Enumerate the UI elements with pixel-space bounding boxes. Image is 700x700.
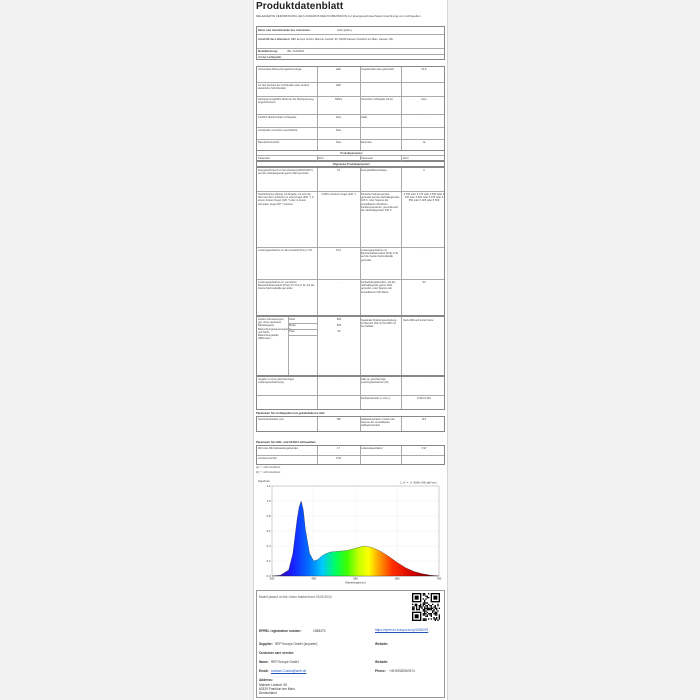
led-param: Lebensdauerfaktor bbox=[361, 447, 383, 450]
equivalent-power-table bbox=[256, 376, 445, 410]
type-param: Verwendete Beleuchtungstechnologie: bbox=[258, 68, 303, 71]
x-tick-label: 380 bbox=[269, 576, 275, 581]
directional-value: 115 bbox=[421, 418, 427, 421]
general-value: 24 bbox=[337, 169, 340, 172]
equiv-value: - bbox=[338, 378, 339, 381]
general-value: 4 950 in breitem Kegel (120 °) bbox=[321, 193, 356, 196]
x-tick-label: 480 bbox=[311, 576, 317, 581]
directional-param: Spitzenlichtstärke (cd) bbox=[258, 418, 284, 421]
y-tick-label: 0.4 bbox=[266, 544, 271, 548]
type-value: Nein bbox=[421, 98, 427, 101]
model-row: Modellkennung: JBL-TL203002 bbox=[257, 49, 444, 55]
type-param: Farblich abstimmbare Lichtquelle: bbox=[258, 116, 297, 119]
y-tick-label: 1.0 bbox=[266, 499, 271, 503]
general-params-header: Allgemeine Produktparameter: bbox=[256, 161, 445, 167]
type-row bbox=[257, 67, 444, 83]
type-row bbox=[257, 115, 444, 128]
y-axis-label: Spectrum bbox=[258, 479, 270, 483]
general-param: Leistungsaufnahme im Bereitschaftszustand (Psb) in W, auf die zweite Dezimalstelle gerundet bbox=[361, 249, 399, 262]
type-param: Blendschutzschild: bbox=[258, 141, 280, 144]
led-table bbox=[256, 445, 445, 465]
y-tick-label: 0.6 bbox=[266, 529, 271, 533]
type-value: Nein bbox=[335, 116, 342, 119]
care-email-link[interactable]: contact-Croutio@web.de bbox=[271, 669, 307, 673]
general-value: 2 700 oder 3 175 oder 3 650 oder 4 125 oder 4 600 oder 5 075 oder 5 550 oder 6 025 oder 6 500 bbox=[403, 193, 445, 203]
dimensions-label: Äußere Abmessungen, ggf. ohne separates Betriebsgerät, Beleuchtungssteuerungsteile und Nicht-Beleuchtungsteile (Millimeter) bbox=[258, 318, 292, 341]
directional-param: Halbwertswinkel in Grad oder Spanne der einstellbaren Halbwertswinkel bbox=[361, 418, 395, 428]
supplier-address-row: Anschrift des Lieferanten: REP Europe GmbH, Mainzer Landstr. 69, 60329 Hessen Frankfurt am Main, Hessen, DE bbox=[257, 35, 444, 49]
type-param: Netzspannung/Nicht direkt an die Netzspannung angeschlossen: bbox=[258, 98, 314, 105]
regulation-subtitle: DELEGIERTE VERORDNUNG (EU) 2019/2015 DER KOMMISSION zur Energieverbrauchskennzeichnung von Lichtquellen bbox=[256, 14, 421, 18]
placed-on-market: Model placed on the Union market from 01/01/2024 bbox=[259, 595, 332, 599]
y-tick-label: 0.0 bbox=[266, 574, 271, 578]
type-param: Vernetzte Lichtquelle (CLS): bbox=[361, 98, 394, 101]
type-param: Dimmbar: bbox=[361, 141, 373, 144]
dimension-value: 800 bbox=[336, 324, 342, 327]
supplier-address: REP Europe GmbH, Mainzer Landstr. 69, 60329 Hessen Frankfurt am Main, Hessen, DE bbox=[290, 38, 393, 41]
type-row bbox=[257, 83, 444, 97]
model-id: JBL-TL203002 bbox=[287, 50, 305, 53]
led-value: 0,97 bbox=[421, 447, 427, 450]
equiv-row bbox=[257, 377, 444, 396]
dimension-row bbox=[288, 329, 341, 336]
equiv-param: Falls ja, gleichwertige Leistungsaufnahme (W) bbox=[361, 378, 389, 385]
care-address: Mainzer Landstr. 69 60329 Frankfurt am Main, Deutschland bbox=[259, 683, 296, 696]
general-value: 90 bbox=[422, 281, 426, 284]
x-tick-label: 680 bbox=[394, 576, 400, 581]
type-value: Nein bbox=[335, 129, 342, 132]
type-value: LED bbox=[335, 68, 342, 71]
page-title: Produktdatenblatt bbox=[256, 1, 344, 12]
x-tick-label: 580 bbox=[353, 576, 358, 581]
type-param: Ungebündelt oder gebündelt: bbox=[361, 68, 395, 71]
eprel-info-card: Model placed on the Union market from 01/01/2024 EPREL registration number: 1958375 https://eprel.ec.europa.eu/qr/1958375 Supplier: REP Europe GmbH (importer) Website: Customer care service: Name: REP Europe GmbH Website: Email: contact-Croutio@web.de Phone: +49 69332967674 Address: Mainzer Landstr. 69 60329 Frankfurt am Main, Deutschland bbox=[256, 590, 445, 698]
type-row bbox=[257, 128, 444, 140]
column-header: Parameter bbox=[361, 157, 374, 160]
general-value: - bbox=[338, 281, 339, 284]
equiv-param: Angabe zu einer gleichwertigen Leistungsaufnahme(a) bbox=[258, 378, 295, 385]
led-row bbox=[257, 446, 444, 456]
type-param: Hülle: bbox=[361, 116, 368, 119]
dimensions-block bbox=[256, 316, 445, 376]
supplier-name: Jedi Lighting bbox=[337, 29, 352, 32]
chart-legend: 1.0 = 0.006e+03(mW/nm) bbox=[400, 481, 437, 485]
dimension-name: Tiefe bbox=[289, 330, 295, 333]
led-section-title: Parameter für LED- und OLED-Lichtquellen: bbox=[256, 440, 317, 444]
equiv-value: 0,304 0,361 bbox=[417, 397, 431, 400]
directional-table bbox=[256, 416, 445, 432]
y-tick-label: 0.2 bbox=[266, 559, 271, 563]
general-param: Leistungsaufnahme im Ein-Zustand (Pon) in W. bbox=[258, 249, 313, 252]
customer-care-title: Customer care service: bbox=[259, 651, 295, 655]
general-value: - bbox=[423, 249, 425, 252]
supplier-name-row: Name oder Handelsmarke des Lieferanten: Jedi Lighting bbox=[257, 27, 444, 35]
eprel-link[interactable]: https://eprel.ec.europa.eu/qr/1958375 bbox=[375, 628, 429, 632]
column-header: Wert bbox=[318, 157, 324, 160]
spectral-label: Spektrale Strahlungsverteilung im Bereich 250 nm bis 800 nm bei Volllast bbox=[361, 319, 397, 329]
directional-section-title: Parameter für Lichtquellen mit gebündeltem Licht: bbox=[256, 411, 326, 415]
column-header: Wert bbox=[403, 157, 409, 160]
y-tick-label: 0.8 bbox=[266, 514, 271, 518]
general-row bbox=[257, 248, 444, 280]
x-tick-label: 780 bbox=[436, 576, 442, 581]
general-value: A bbox=[423, 169, 425, 172]
supplier-box bbox=[256, 26, 445, 60]
dimension-value: 50 bbox=[337, 330, 341, 333]
care-phone: +49 69332967674 bbox=[389, 669, 415, 673]
product-params-header: Produktparameter Parameter Wert Parameter Wert bbox=[256, 150, 445, 161]
equiv-row bbox=[257, 396, 444, 411]
general-param: Nutzlichtstrom (Φuse) mit Angabe, ob sich der Wert auf den Lichtstrom in einer Kugel (360 °), in einem breiten Kegel (120 °) oder in einem schmalen Kegel (90 °) bezieht. bbox=[258, 193, 315, 206]
type-value: DLS bbox=[421, 68, 427, 71]
general-param: Ähnliche Farbtemperatur, gerundet auf die nächstliegenden 100 K, oder Spanne der einstellbaren ähnlichen Farbtemperaturen, gerundet auf die nächstliegenden 100 K bbox=[361, 193, 400, 213]
led-param: Wert des R9-Farbwiedergabeindex bbox=[258, 447, 299, 450]
dimension-name: Breite bbox=[289, 324, 296, 327]
eprel-number: 1958375 bbox=[313, 629, 326, 633]
eprel-qr-code-icon[interactable] bbox=[412, 593, 440, 621]
type-value: - bbox=[423, 116, 425, 119]
general-row bbox=[257, 280, 444, 317]
type-value: Nein bbox=[335, 141, 342, 144]
general-param: Energieverbrauch im Ein-Zustand (kWh/1000 h), auf die nächstliegende ganze Zahl gerundet bbox=[258, 169, 314, 176]
led-value: 17 bbox=[337, 447, 340, 450]
general-param: Energieeffizienzklasse bbox=[361, 169, 387, 172]
general-params-table bbox=[256, 167, 445, 316]
y-tick-label: 1.2 bbox=[266, 484, 271, 488]
general-row bbox=[257, 192, 444, 248]
column-header: Parameter bbox=[258, 157, 271, 160]
type-header-row: Art der Lichtquelle: bbox=[258, 56, 282, 59]
x-axis-label: Wavelength(nm) bbox=[345, 580, 366, 585]
type-value: Ja bbox=[422, 141, 426, 144]
directional-value: 798 bbox=[336, 418, 341, 421]
spectral-value: Siehe Bild auf letzter Seite bbox=[403, 319, 434, 322]
led-param: Lichtstromerhalt bbox=[258, 457, 277, 460]
equiv-value: - bbox=[423, 378, 425, 381]
type-param: Lichtquelle mit hoher Leuchtdichte: bbox=[258, 129, 299, 132]
type-value: NMLS bbox=[334, 98, 343, 101]
equiv-param: Farbwertanteile (x und y) bbox=[361, 397, 390, 400]
led-value: 0,93 bbox=[335, 457, 342, 460]
light-source-type-table bbox=[256, 66, 445, 151]
dimension-name: Höhe bbox=[289, 318, 296, 321]
dimension-value: 800 bbox=[336, 318, 342, 321]
general-row bbox=[257, 168, 444, 192]
type-row bbox=[257, 97, 444, 115]
footnote-a: (a) "-": nicht zutreffend; bbox=[256, 466, 281, 469]
directional-row bbox=[257, 417, 444, 433]
led-row bbox=[257, 456, 444, 466]
general-param: Farbwiedergabeindex, auf die nächstliegende ganze Zahl gerundet, oder Spanne der einstellbaren CRI-Werte bbox=[361, 281, 396, 294]
type-param: Art des Sockels der Lichtquelle (oder andere elektrische Schnittstelle) bbox=[258, 84, 310, 91]
spectrum-chart bbox=[256, 478, 445, 586]
general-param: Leistungsaufnahme im vernetzten Bereitschaftszustand (Pnet) für CLS in W, auf die zweite Dezimalstelle gerundet bbox=[258, 281, 315, 291]
general-value: 24,0 bbox=[335, 249, 342, 252]
type-value: LED bbox=[335, 84, 342, 87]
footnote-b: (b) "-": nicht zutreffend; bbox=[256, 471, 281, 474]
supplier-value: REP Europe GmbH (importer) bbox=[275, 642, 318, 646]
care-name: REP Europe GmbH bbox=[271, 660, 299, 664]
